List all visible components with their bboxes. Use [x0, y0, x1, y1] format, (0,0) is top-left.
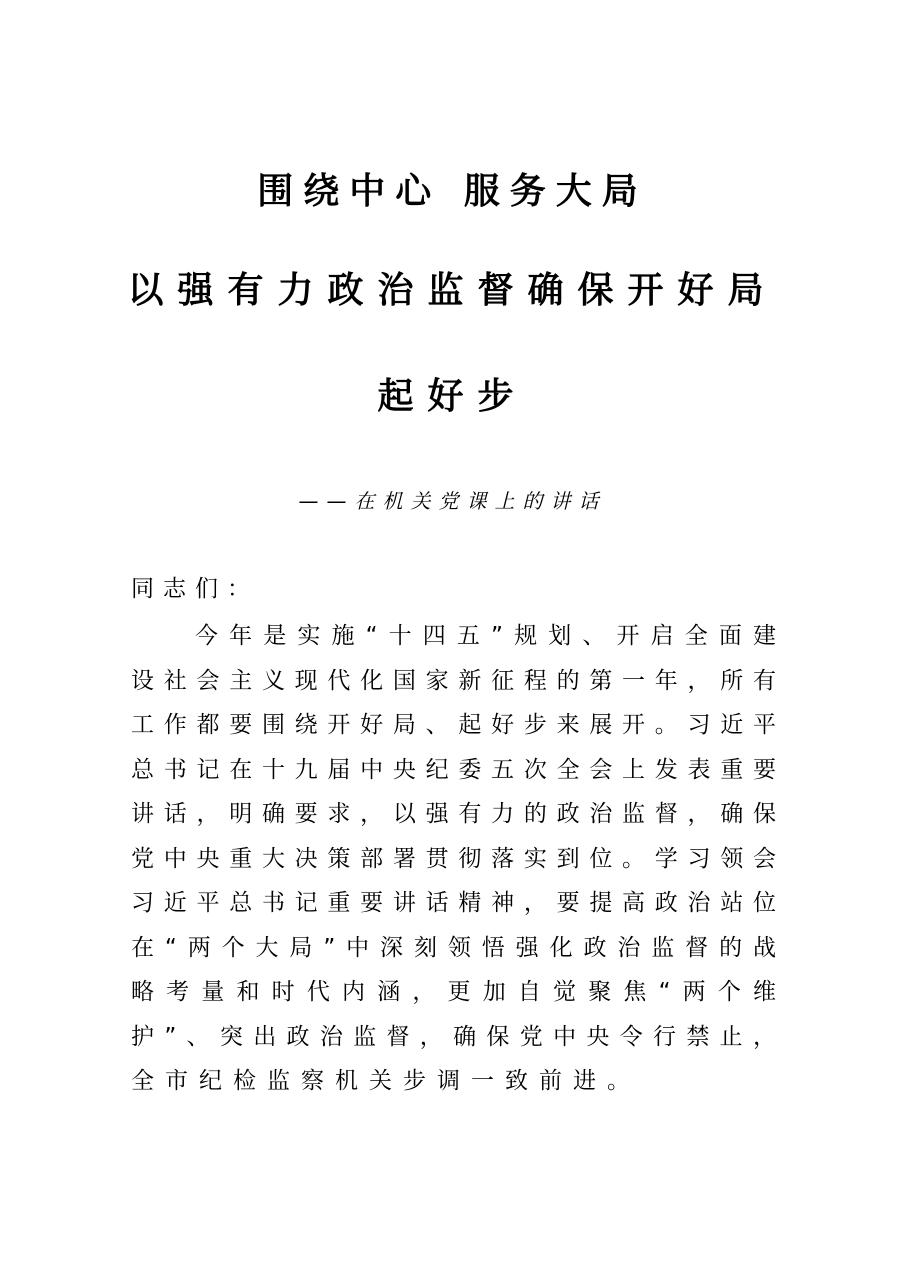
body-line: 今年是实施“十四五”规划、开启全面建 [195, 623, 776, 649]
body-line: 工作都要围绕开好局、起好步来展开。习近平 [131, 712, 776, 738]
body-line: 设社会主义现代化国家新征程的第一年，所有 [131, 667, 776, 694]
title-line-1: 围绕中心 服务大局 [257, 170, 648, 212]
body-line: 总书记在十九届中央纪委五次全会上发表重要 [131, 756, 776, 783]
body-paragraph [131, 614, 776, 1104]
title-line-3: 起好步 [377, 375, 528, 417]
subtitle: ——在机关党课上的讲话 [298, 489, 607, 513]
body-line: 全市纪检监察机关步调一致前进。 [131, 1068, 641, 1094]
body-line: 讲话，明确要求，以强有力的政治监督，确保 [131, 801, 776, 827]
body-line: 护”、突出政治监督，确保党中央令行禁止， [131, 1023, 776, 1050]
body-line: 党中央重大决策部署贯彻落实到位。学习领会 [131, 845, 776, 872]
title-line-2: 以强有力政治监督确保开好局 [127, 269, 778, 311]
body-line: 习近平总书记重要讲话精神，要提高政治站位 [131, 890, 776, 916]
body-line: 略考量和时代内涵，更加自觉聚焦“两个维 [131, 979, 776, 1005]
salutation: 同志们： [131, 576, 259, 602]
body-line: 在“两个大局”中深刻领悟强化政治监督的战 [131, 934, 776, 961]
